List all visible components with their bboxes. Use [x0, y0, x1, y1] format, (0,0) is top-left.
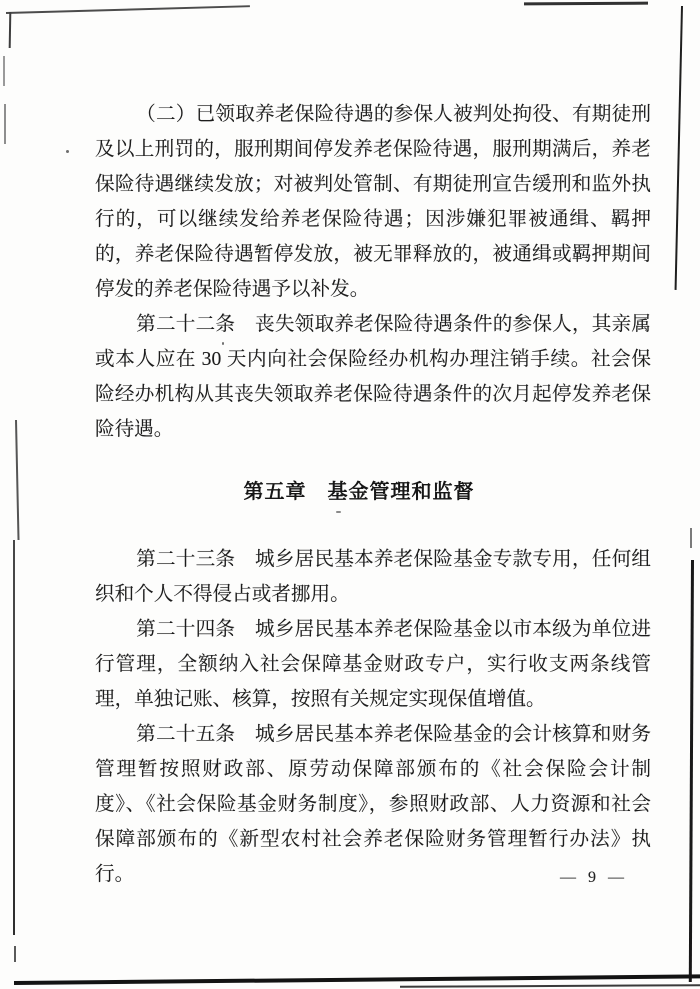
scan-edge-left-7 — [14, 946, 16, 962]
scan-edge-top-right — [524, 2, 648, 5]
scan-edge-left-4 — [15, 420, 19, 540]
paragraph-article-25: 第二十五条 城乡居民基本养老保险基金的会计核算和财务管理暂按照财政部、原劳动保障部颁布的《社会保险会计制度》、《社会保险基金财务制度》，参照财政部、人力资源和社会保障部颁布的《新型农村社会养老保险财务管理暂行办法》执行。 — [95, 724, 651, 885]
scan-speck — [66, 150, 69, 153]
scan-edge-left-6 — [13, 690, 15, 935]
page-number: — 9 — — [560, 869, 628, 886]
scan-edge-bottom — [14, 974, 700, 984]
chapter-heading: 第五章 基金管理和监督 — [243, 481, 475, 503]
document-content — [95, 97, 651, 892]
scan-edge-right-middle — [690, 528, 692, 548]
scan-edge-right-upper — [675, 6, 683, 290]
paragraph-article-23: 第二十三条 城乡居民基本养老保险基金专款专用，任何组织和个人不得侵占或者挪用。 — [95, 549, 651, 605]
paragraph-article-24: 第二十四条 城乡居民基本养老保险基金以市本级为单位进行管理，全额纳入社会保障基金财政专户，实行收支两条线管理，单独记账、核算，按照有关规定实现保值增值。 — [95, 619, 651, 710]
scan-edge-top-left — [6, 5, 250, 14]
paragraph-clause-2: （二）已领取养老保险待遇的参保人被判处拘役、有期徒刑及以上刑罚的，服刑期间停发养老保险待遇，服刑期满后，养老保险待遇继续发放；对被判处管制、有期徒刑宣告缓刑和监外执行的，可以继续发给养老保险待遇；因涉嫌犯罪被通缉、羁押的，养老保险待遇暂停发放，被无罪释放的，被通缉或羁押期间停发的养老保险待遇予以补发。 — [95, 104, 651, 300]
scan-edge-bottom-double — [400, 984, 700, 987]
scan-edge-left-5 — [13, 540, 15, 690]
scan-edge-left-1 — [9, 12, 12, 48]
scan-edge-left-3 — [4, 104, 6, 144]
scan-edge-left-2 — [3, 56, 5, 86]
paragraph-article-22: 第二十二条 丧失领取养老保险待遇条件的参保人，其亲属或本人应在 30 天内向社会保险经办机构办理注销手续。社会保险经办机构从其丧失领取养老保险待遇条件的次月起停发养老保险待遇。 — [95, 314, 651, 440]
scan-edge-right-lower — [689, 560, 694, 982]
